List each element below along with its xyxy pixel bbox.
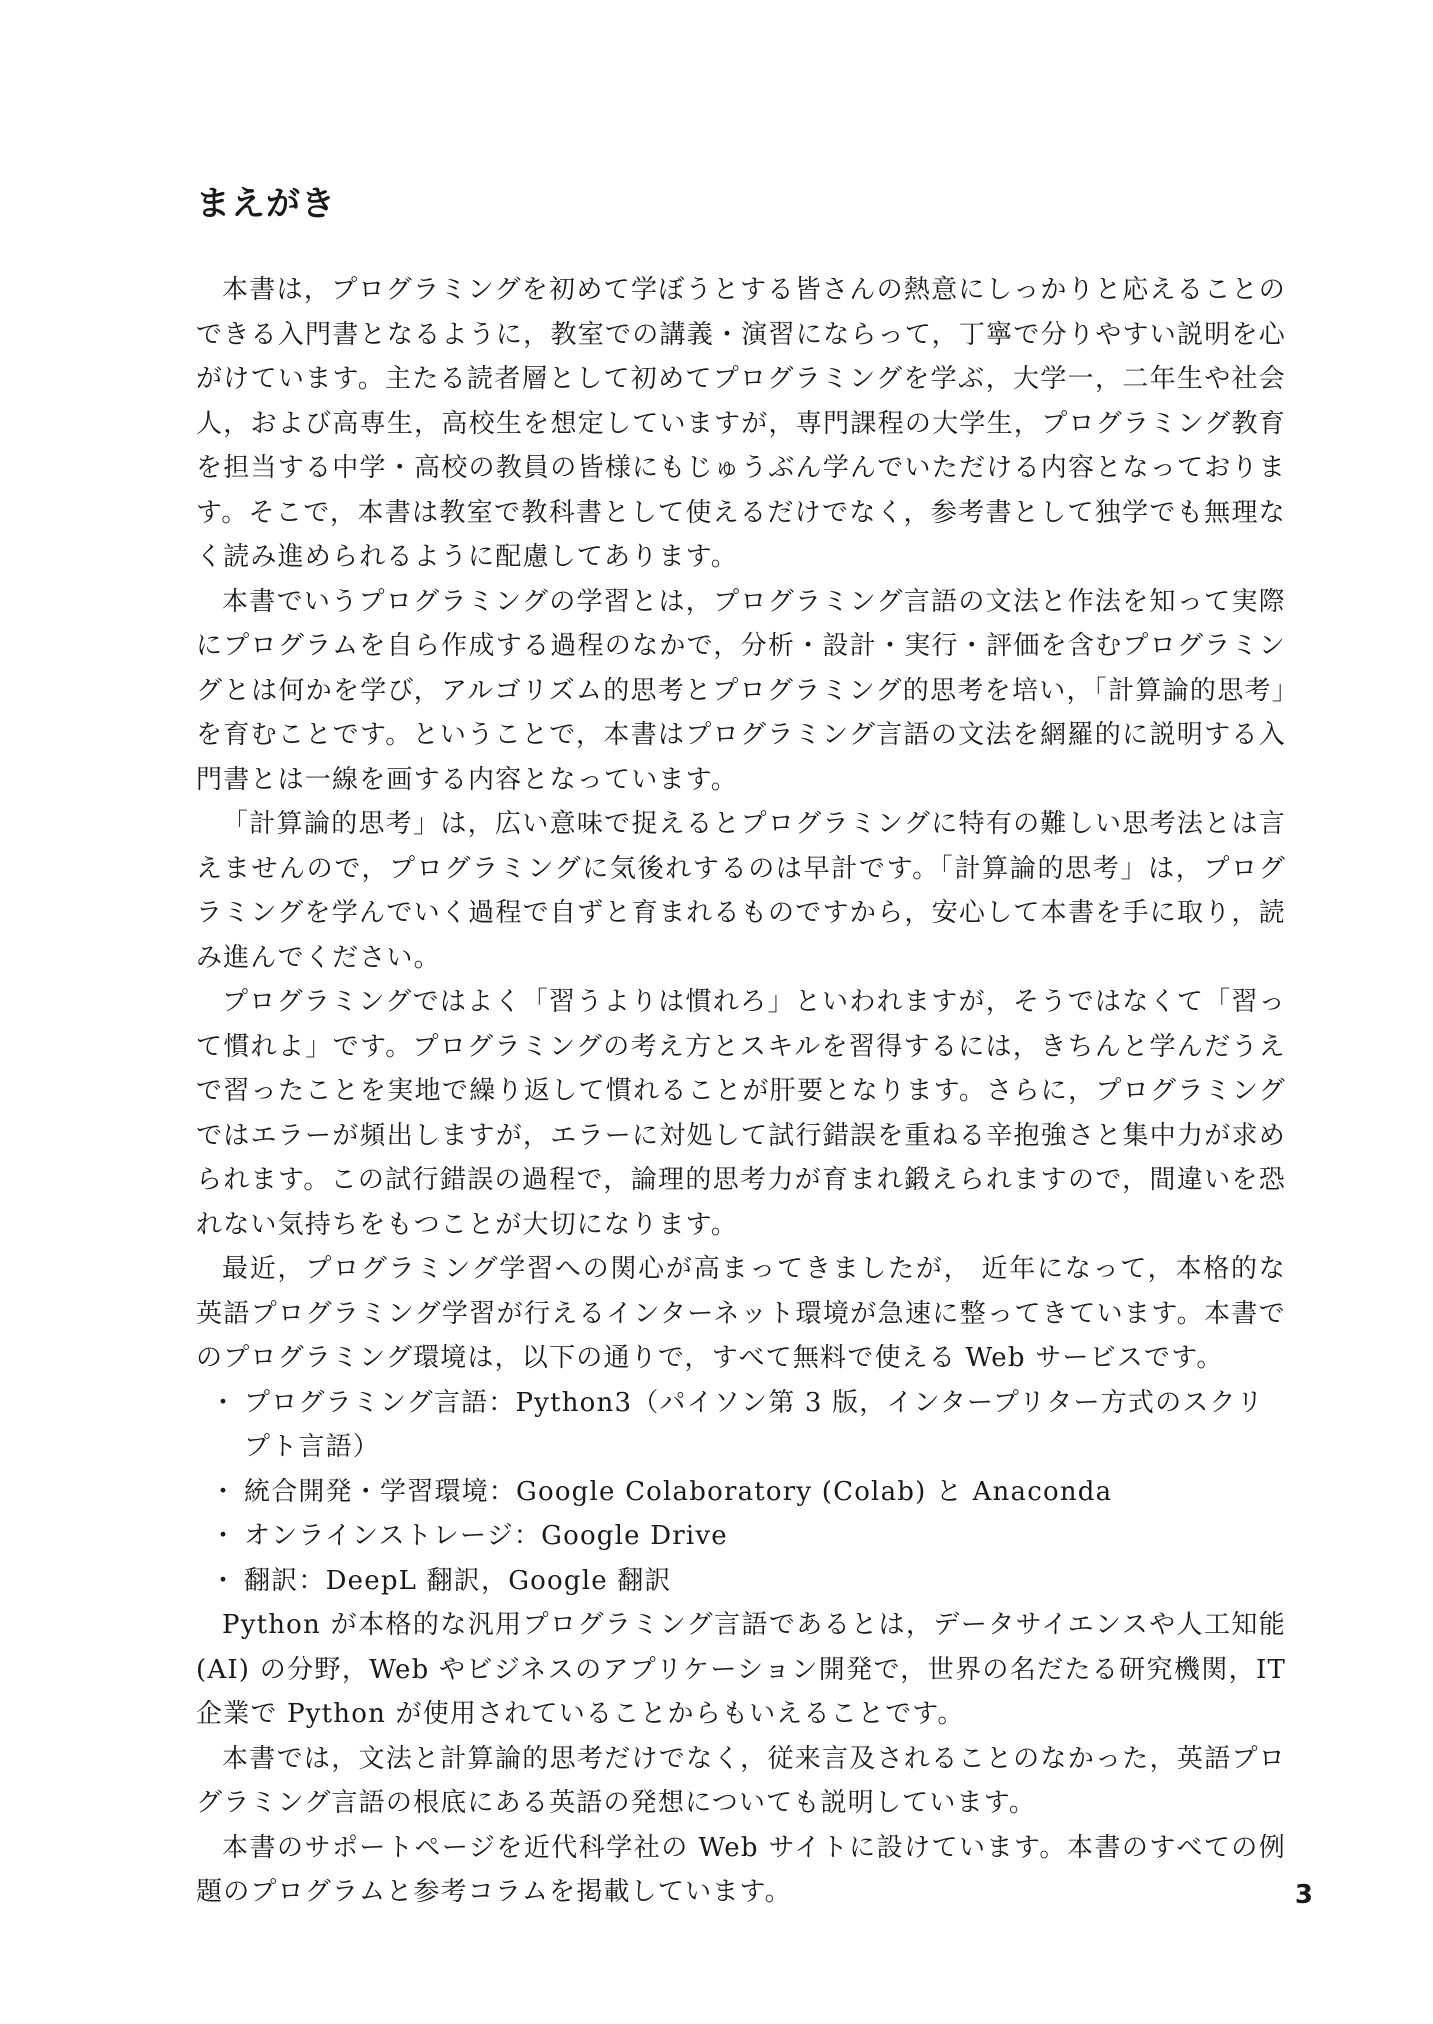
- page-title: まえがき: [196, 184, 336, 224]
- paragraph: Python が本格的な汎用プログラミング言語であるとは，データサイエンスや人工知能 (AI) の分野，Web やビジネスのアプリケーション開発で，世界の名だたる研究機関，IT 企業で Python が使用されていることからもいえることです。: [196, 1610, 1286, 1729]
- paragraph: 本書でいうプログラミングの学習とは，プログラミング言語の文法と作法を知って実際にプログラムを自ら作成する過程のなかで，分析・設計・実行・評価を含むプログラミングとは何かを学び，アルゴリズム的思考とプログラミング的思考を培い，「計算論的思考」を育むことです。ということで，本書はプログラミング言語の文法を網羅的に説明する入門書とは一線を画する内容となっています。: [196, 586, 1286, 795]
- list-item: [196, 1470, 1286, 1515]
- list-item: [196, 1514, 1286, 1559]
- list-item-text: 翻訳：DeepL 翻訳，Google 翻訳: [244, 1565, 672, 1596]
- preface-body: [196, 268, 1286, 1915]
- paragraph: 本書のサポートページを近代科学社の Web サイトに設けています。本書のすべての例題のプログラムと参考コラムを掲載しています。: [196, 1832, 1286, 1907]
- bullet-marker: ・: [210, 1521, 238, 1551]
- preface-page: [196, 182, 1286, 1915]
- environment-list: [196, 1381, 1286, 1604]
- list-item-text: オンラインストレージ：Google Drive: [244, 1521, 728, 1551]
- list-item: [196, 1381, 1286, 1470]
- paragraph: 最近，プログラミング学習への関心が高まってきましたが， 近年になって，本格的な英語プログラミング学習が行えるインターネット環境が急速に整ってきています。本書でのプログラミング環境は，以下の通りで，すべて無料で使える Web サービスです。: [196, 1254, 1286, 1373]
- list-item-text: 統合開発・学習環境：Google Colaboratory (Colab) と Anaconda: [244, 1476, 1113, 1507]
- paragraph: 本書は，プログラミングを初めて学ぼうとする皆さんの熱意にしっかりと応えることのできる入門書となるように，教室での講義・演習にならって，丁寧で分りやすい説明を心がけています。主たる読者層として初めてプログラミングを学ぶ，大学一，二年生や社会人，および高専生，高校生を想定していますが，専門課程の大学生，プログラミング教育を担当する中学・高校の教員の皆様にもじゅうぶん学んでいただける内容となっております。そこで，本書は教室で教科書として使えるだけでなく，参考書として独学でも無理なく読み進められるように配慮してあります。: [196, 275, 1286, 572]
- paragraph: 本書では，文法と計算論的思考だけでなく，従来言及されることのなかった，英語プログラミング言語の根底にある英語の発想についても説明しています。: [196, 1743, 1286, 1818]
- paragraph: プログラミングではよく「習うよりは慣れろ」といわれますが，そうではなくて「習って慣れよ」です。プログラミングの考え方とスキルを習得するには，きちんと学んだうえで習ったことを実地で繰り返して慣れることが肝要となります。さらに，プログラミングではエラーが頻出しますが，エラーに対処して試行錯誤を重ねる辛抱強さと集中力が求められます。この試行錯誤の過程で，論理的思考力が育まれ鍛えられますので，間違いを恐れない気持ちをもつことが大切になります。: [196, 987, 1286, 1240]
- list-item-text: プログラミング言語：Python3（パイソン第 3 版，インタープリター方式のスクリプト言語）: [244, 1387, 1264, 1462]
- page-number: 3: [1294, 1880, 1313, 1910]
- list-item: [196, 1559, 1286, 1604]
- bullet-marker: ・: [210, 1565, 238, 1596]
- paragraph: 「計算論的思考」は，広い意味で捉えるとプログラミングに特有の難しい思考法とは言えませんので，プログラミングに気後れするのは早計です。「計算論的思考」は，プログラミングを学んでいく過程で自ずと育まれるものですから，安心して本書を手に取り，読み進んでください。: [196, 809, 1286, 973]
- bullet-marker: ・: [210, 1476, 238, 1507]
- bullet-marker: ・: [210, 1387, 238, 1418]
